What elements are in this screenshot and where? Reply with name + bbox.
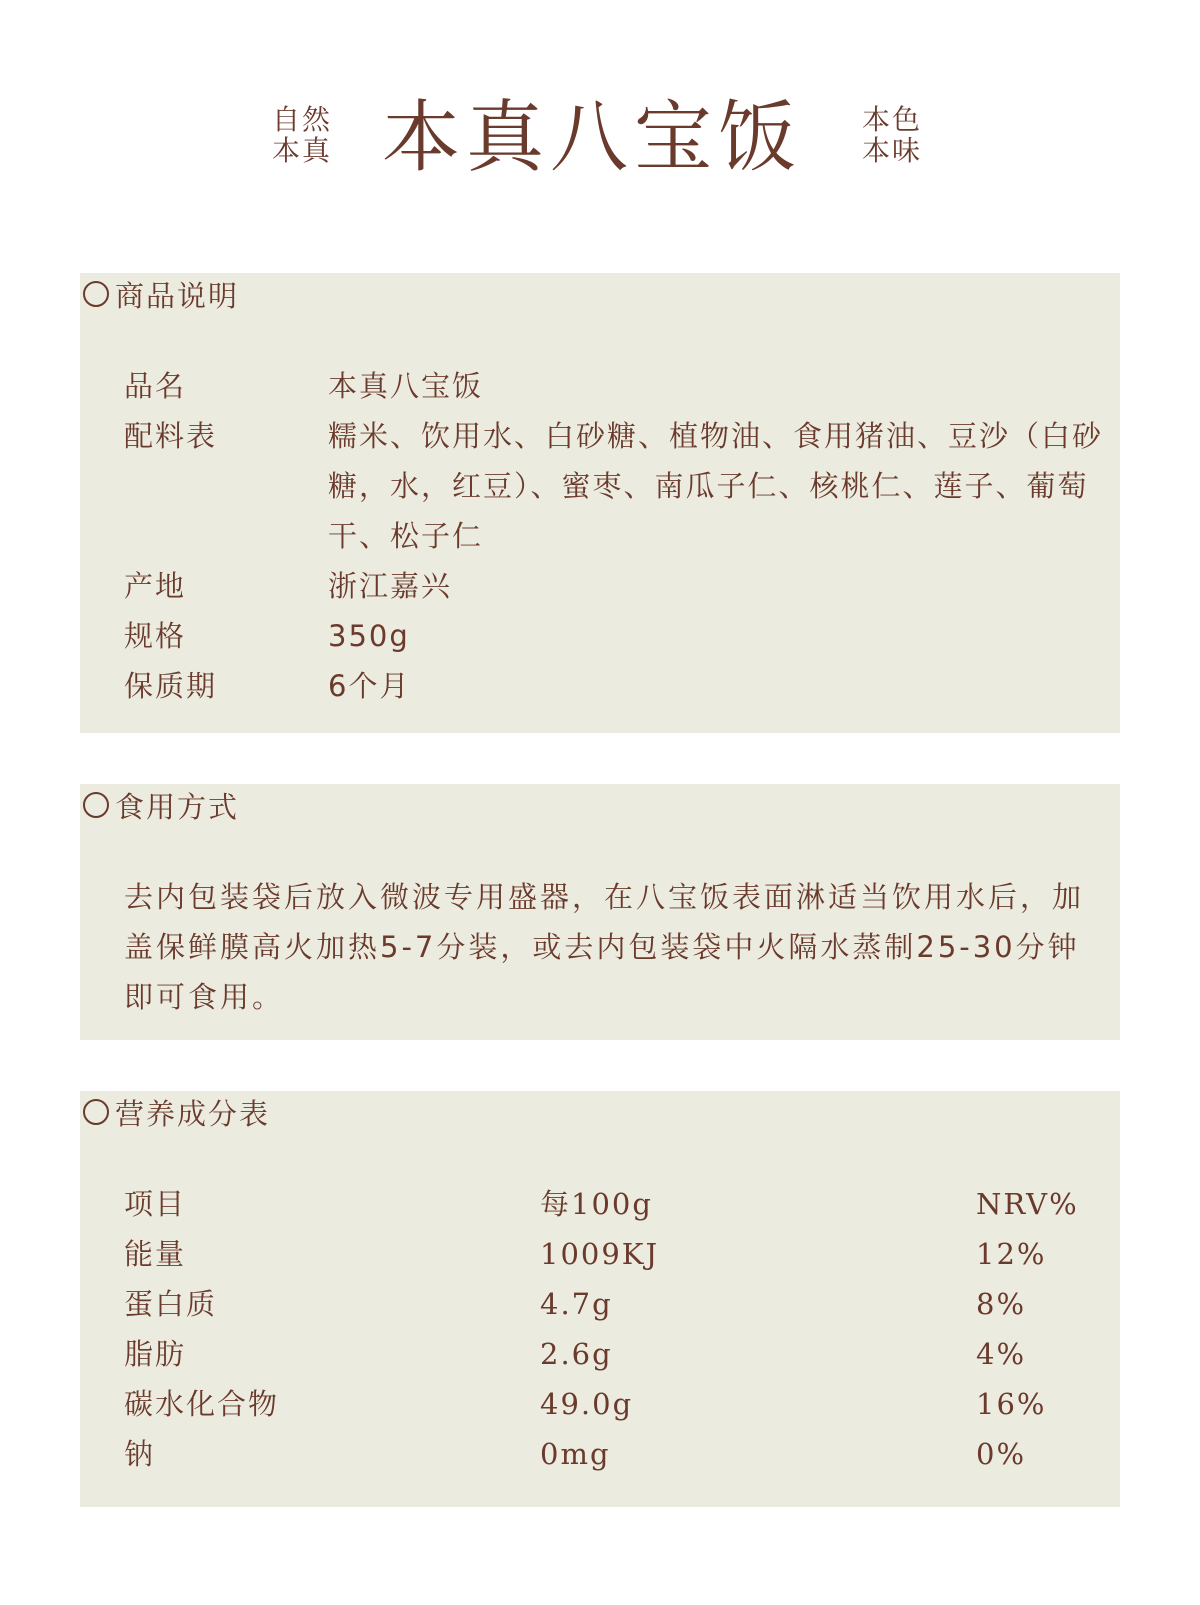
info-row-spec <box>124 611 1104 661</box>
circle-icon <box>83 792 109 818</box>
table-row <box>124 1229 1104 1279</box>
usage-heading <box>83 786 239 824</box>
product-info-panel <box>80 273 1120 733</box>
header-left-line2: 本真 <box>272 134 333 167</box>
info-row-name <box>124 361 1104 411</box>
info-value: 350g <box>328 619 410 653</box>
column-header: 每100g <box>540 1187 653 1221</box>
nutrition-heading-text: 营养成分表 <box>115 1096 271 1131</box>
info-label: 保质期 <box>124 669 218 703</box>
table-row <box>124 1279 1104 1329</box>
table-row <box>124 1429 1104 1479</box>
header <box>0 90 1200 190</box>
header-left-line1: 自然 <box>272 103 333 136</box>
usage-text: 去内包装袋后放入微波专用盛器，在八宝饭表面淋适当饮用水后，加盖保鲜膜高火加热5-7分装，或去内包装袋中火隔水蒸制25-30分钟即可食用。 <box>124 880 1085 1014</box>
info-value: 6个月 <box>328 669 411 703</box>
header-left-tagline <box>272 104 332 166</box>
column-header: NRV% <box>976 1187 1079 1221</box>
table-cell: 4.7g <box>540 1287 613 1321</box>
header-right-line1: 本色 <box>862 103 923 136</box>
page-title: 本真八宝饭 <box>382 93 803 183</box>
info-label: 品名 <box>124 369 187 403</box>
table-cell: 2.6g <box>540 1337 613 1371</box>
info-value: 本真八宝饭 <box>328 369 484 403</box>
nutrition-heading <box>83 1093 270 1131</box>
table-cell: 12% <box>976 1237 1047 1271</box>
header-right-line2: 本味 <box>862 134 923 167</box>
usage-panel <box>80 784 1120 1040</box>
product-info-heading-text: 商品说明 <box>115 278 240 313</box>
table-cell: 0mg <box>540 1437 611 1471</box>
column-header: 项目 <box>124 1187 187 1221</box>
table-row <box>124 1379 1104 1429</box>
info-value: 浙江嘉兴 <box>328 569 453 603</box>
circle-icon <box>83 281 109 307</box>
table-cell: 1009KJ <box>540 1237 660 1271</box>
table-cell: 16% <box>976 1387 1047 1421</box>
header-right-tagline <box>862 104 922 166</box>
table-cell: 能量 <box>124 1237 187 1271</box>
table-cell: 8% <box>976 1287 1027 1321</box>
table-cell: 4% <box>976 1337 1027 1371</box>
nutrition-header-row <box>124 1179 1104 1229</box>
info-label: 规格 <box>124 619 187 653</box>
info-row-shelf-life <box>124 661 1104 711</box>
product-info-list <box>124 361 1104 711</box>
table-cell: 0% <box>976 1437 1027 1471</box>
table-cell: 钠 <box>124 1437 156 1471</box>
table-cell: 碳水化合物 <box>124 1387 280 1421</box>
table-cell: 脂肪 <box>124 1337 187 1371</box>
info-value: 糯米、饮用水、白砂糖、植物油、食用猪油、豆沙（白砂糖，水，红豆）、蜜枣、南瓜子仁、核桃仁、莲子、葡萄干、松子仁 <box>328 419 1104 553</box>
table-cell: 蛋白质 <box>124 1287 218 1321</box>
info-row-ingredients <box>124 411 1104 561</box>
table-cell: 49.0g <box>540 1387 634 1421</box>
circle-icon <box>83 1099 109 1125</box>
usage-heading-text: 食用方式 <box>115 789 240 824</box>
table-row <box>124 1329 1104 1379</box>
nutrition-panel <box>80 1091 1120 1507</box>
info-label: 配料表 <box>124 419 218 453</box>
info-row-origin <box>124 561 1104 611</box>
info-label: 产地 <box>124 569 187 603</box>
product-info-heading <box>83 275 239 313</box>
nutrition-table <box>124 1179 1104 1479</box>
